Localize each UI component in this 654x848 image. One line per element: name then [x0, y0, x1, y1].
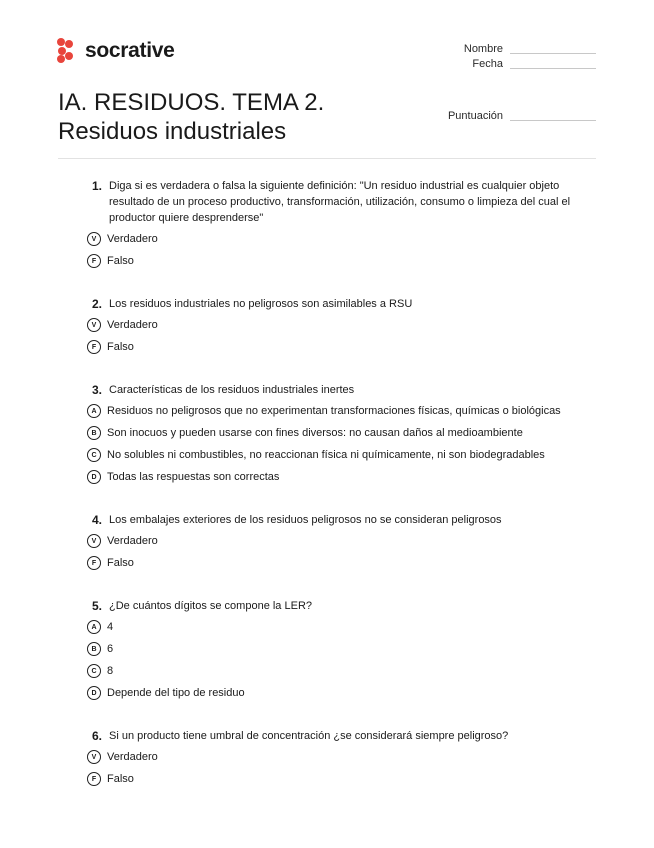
option-text: No solubles ni combustibles, no reaccionan física ni químicamente, ni son biodegradables: [107, 449, 545, 461]
option-text: 8: [107, 665, 114, 677]
option-text: 6: [107, 643, 114, 655]
option-text: 4: [107, 621, 114, 633]
answer-option[interactable]: [87, 746, 587, 768]
option-text: Son inocuos y pueden usarse con fines diversos: no causan daños al medioambiente: [107, 427, 523, 439]
answer-option[interactable]: [87, 530, 587, 552]
option-letter-circle: F: [87, 254, 101, 268]
answer-option[interactable]: [87, 336, 587, 358]
question-number: 2.: [92, 297, 103, 311]
answer-option[interactable]: [87, 444, 587, 466]
option-letter-circle: C: [87, 664, 101, 678]
question-number: 6.: [92, 729, 103, 743]
option-letter-circle: B: [87, 426, 101, 440]
question-3: [87, 382, 587, 488]
option-letter-circle: D: [87, 470, 101, 484]
answer-option[interactable]: [87, 314, 587, 336]
score-field: [448, 108, 596, 123]
answer-option[interactable]: [87, 228, 587, 250]
option-text: Residuos no peligrosos que no experimentan transformaciones físicas, químicas o biológicas: [107, 405, 561, 417]
question-number: 5.: [92, 599, 103, 613]
question-header: [92, 598, 587, 614]
option-text: Todas las respuestas son correctas: [107, 471, 280, 483]
name-line: [510, 53, 596, 54]
answer-option[interactable]: [87, 422, 587, 444]
question-6: [87, 728, 587, 790]
option-letter-circle: A: [87, 404, 101, 418]
option-text: Falso: [107, 255, 134, 267]
option-letter-circle: V: [87, 534, 101, 548]
option-letter-circle: F: [87, 772, 101, 786]
answer-option[interactable]: [87, 638, 587, 660]
question-text: Los embalajes exteriores de los residuos peligrosos no se consideran peligrosos: [109, 514, 502, 526]
question-text: ¿De cuántos dígitos se compone la LER?: [109, 600, 313, 612]
question-header: [92, 512, 587, 528]
option-letter-circle: F: [87, 340, 101, 354]
answer-option[interactable]: [87, 466, 587, 488]
question-4: [87, 512, 587, 574]
question-header: [92, 728, 587, 744]
option-text: Verdadero: [107, 319, 158, 331]
answer-option[interactable]: [87, 400, 587, 422]
option-letter-circle: D: [87, 686, 101, 700]
option-letter-circle: C: [87, 448, 101, 462]
answer-option[interactable]: [87, 250, 587, 272]
option-text: Verdadero: [107, 233, 158, 245]
question-5: [87, 598, 587, 704]
option-text: Depende del tipo de residuo: [107, 687, 245, 699]
option-text: Verdadero: [107, 535, 158, 547]
answer-option[interactable]: [87, 552, 587, 574]
brand-name: socrative: [85, 39, 175, 62]
option-letter-circle: V: [87, 750, 101, 764]
socrative-logo-icon: [57, 38, 79, 64]
question-number: 1.: [92, 179, 103, 193]
option-text: Falso: [107, 557, 134, 569]
title-line-1: IA. RESIDUOS. TEMA 2.: [58, 89, 325, 116]
question-list: [87, 178, 587, 814]
title-line-2: Residuos industriales: [58, 118, 287, 145]
question-2: [87, 296, 587, 358]
answer-option[interactable]: [87, 616, 587, 638]
answer-option[interactable]: [87, 682, 587, 704]
answer-option[interactable]: [87, 660, 587, 682]
question-text: Diga si es verdadera o falsa la siguiente definición: "Un residuo industrial es cualquier objeto resultado de un proceso productivo, transformación, utilización, consumo o limpieza del cual el productor quiere desprenderse": [109, 180, 571, 224]
question-1: [87, 178, 587, 272]
question-text: Los residuos industriales no peligrosos son asimilables a RSU: [109, 298, 413, 310]
question-header: [92, 382, 587, 398]
header-divider: [58, 158, 596, 159]
option-letter-circle: V: [87, 232, 101, 246]
name-label: Nombre: [463, 42, 503, 55]
option-text: Falso: [107, 341, 134, 353]
question-number: 3.: [92, 383, 103, 397]
question-text: Si un producto tiene umbral de concentración ¿se considerará siempre peligroso?: [109, 730, 509, 742]
answer-option[interactable]: [87, 768, 587, 790]
score-label: Puntuación: [447, 109, 503, 122]
option-text: Verdadero: [107, 751, 158, 763]
option-letter-circle: B: [87, 642, 101, 656]
question-text: Características de los residuos industriales inertes: [109, 384, 355, 396]
date-line: [510, 68, 596, 69]
option-text: Falso: [107, 773, 134, 785]
score-line: [510, 120, 596, 121]
option-letter-circle: V: [87, 318, 101, 332]
socrative-logo: [57, 38, 175, 64]
question-header: [92, 178, 587, 226]
question-header: [92, 296, 587, 312]
option-letter-circle: A: [87, 620, 101, 634]
date-label: Fecha: [472, 57, 503, 70]
option-letter-circle: F: [87, 556, 101, 570]
question-number: 4.: [92, 513, 103, 527]
student-fields: [464, 41, 596, 71]
page-title: [58, 88, 324, 146]
